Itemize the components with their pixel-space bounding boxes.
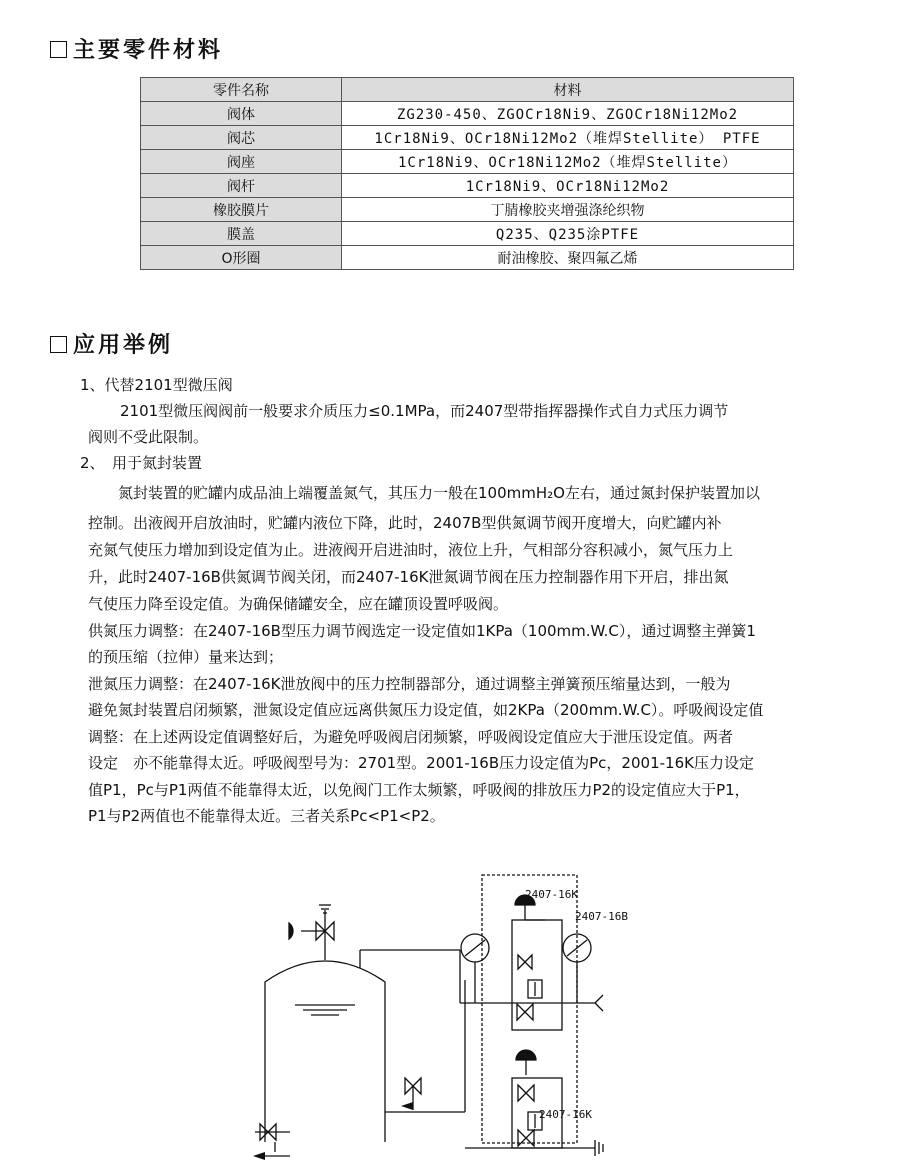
- label-2407-16B: 2407-16B: [575, 910, 628, 923]
- paragraph-line: 氮封装置的贮罐内成品油上端覆盖氮气，其压力一般在100mmH₂O左右，通过氮封保护装置加以: [118, 484, 760, 502]
- table-row: [141, 126, 794, 150]
- part-cell: 膜盖: [141, 222, 342, 246]
- paragraph-line: 泄氮压力调整：在2407-16K泄放阀中的压力控制器部分，通过调整主弹簧预压缩量达到，一般为: [88, 675, 731, 693]
- paragraph-line: 的预压缩（拉伸）量来达到；: [88, 648, 284, 666]
- checkbox-square-icon: [50, 336, 67, 353]
- paragraph-line: P1与P2两值也不能靠得太近。三者关系Pc<P1<P2。: [88, 807, 445, 825]
- materials-table: [140, 77, 794, 270]
- table-row: [141, 222, 794, 246]
- checkbox-square-icon: [50, 41, 67, 58]
- materials-title-text: 主要零件材料: [73, 38, 224, 63]
- application-title-text: 应用举例: [73, 333, 174, 358]
- material-cell: 1Cr18Ni9、OCr18Ni12Mo2: [342, 174, 794, 198]
- part-cell: 阀座: [141, 150, 342, 174]
- paragraph-line: 2101型微压阀阀前一般要求介质压力≤0.1MPa，而2407型带指挥器操作式自力式压力调节: [120, 402, 729, 420]
- table-row: [141, 174, 794, 198]
- paragraph-line: 避免氮封装置启闭频繁，泄氮设定值应远离供氮压力设定值，如2KPa（200mm.W.C）。呼吸阀设定值: [88, 701, 764, 719]
- material-cell: ZG230-450、ZGOCr18Ni9、ZGOCr18Ni12Mo2: [342, 102, 794, 126]
- table-header-row: [141, 78, 794, 102]
- material-cell: 丁腈橡胶夹增强涤纶织物: [342, 198, 794, 222]
- material-cell: 1Cr18Ni9、OCr18Ni12Mo2（堆焊Stellite） PTFE: [342, 126, 794, 150]
- material-cell: Q235、Q235涂PTFE: [342, 222, 794, 246]
- part-cell: 阀体: [141, 102, 342, 126]
- storage-tank: [265, 961, 385, 1142]
- column-header-part: 零件名称: [141, 78, 342, 102]
- part-cell: O形圈: [141, 246, 342, 270]
- column-header-material: 材料: [342, 78, 794, 102]
- table-row: [141, 102, 794, 126]
- paragraph-line: 气使压力降至设定值。为确保储罐安全，应在罐顶设置呼吸阀。: [88, 595, 509, 613]
- list-heading-1: 1、代替2101型微压阀: [80, 376, 233, 394]
- relief-valve-icon: [517, 1004, 533, 1020]
- material-cell: 1Cr18Ni9、OCr18Ni12Mo2（堆焊Stellite）: [342, 150, 794, 174]
- paragraph-line: 控制。出液阀开启放油时，贮罐内液位下降，此时，2407B型供氮调节阀开度增大，向贮罐内补: [88, 514, 722, 532]
- supply-valve-icon: [518, 1130, 534, 1146]
- part-cell: 阀杆: [141, 174, 342, 198]
- valve-skid-box: [482, 875, 577, 1143]
- list-heading-2: 2、 用于氮封装置: [80, 454, 203, 472]
- table-row: [141, 198, 794, 222]
- paragraph-line: 供氮压力调整：在2407-16B型压力调节阀选定一设定值如1KPa（100mm.W.C），通过调整主弹簧1: [88, 622, 756, 640]
- part-cell: 橡胶膜片: [141, 198, 342, 222]
- paragraph-line: 值P1，Pc与P1两值不能靠得太近，以免阀门工作太频繁，呼吸阀的排放压力P2的设定值应大于P1，: [88, 781, 750, 799]
- label-2407-16K-bottom: 2407-16K: [539, 1108, 592, 1121]
- table-row: [141, 150, 794, 174]
- table-row: [141, 246, 794, 270]
- nitrogen-seal-diagram: [225, 860, 675, 1160]
- paragraph-line: 升，此时2407-16B供氮调节阀关闭，而2407-16K泄氮调节阀在压力控制器作用下开启，排出氮: [88, 568, 729, 586]
- part-cell: 阀芯: [141, 126, 342, 150]
- materials-section-title: [50, 33, 223, 64]
- application-section-title: [50, 328, 173, 359]
- paragraph-line: 充氮气使压力增加到设定值为止。进液阀开启进油时，液位上升，气相部分容积减小，氮气压力上: [88, 541, 734, 559]
- paragraph-line: 调整：在上述两设定值调整好后，为避免呼吸阀启闭频繁，呼吸阀设定值应大于泄压设定值。两者: [88, 728, 734, 746]
- material-cell: 耐油橡胶、聚四氟乙烯: [342, 246, 794, 270]
- label-2407-16K-top: 2407-16K: [525, 888, 578, 901]
- paragraph-line: 设定 亦不能靠得太近。呼吸阀型号为：2701型。2001-16B压力设定值为Pc，2001-16K压力设定: [88, 754, 754, 772]
- paragraph-line: 阀则不受此限制。: [88, 428, 209, 446]
